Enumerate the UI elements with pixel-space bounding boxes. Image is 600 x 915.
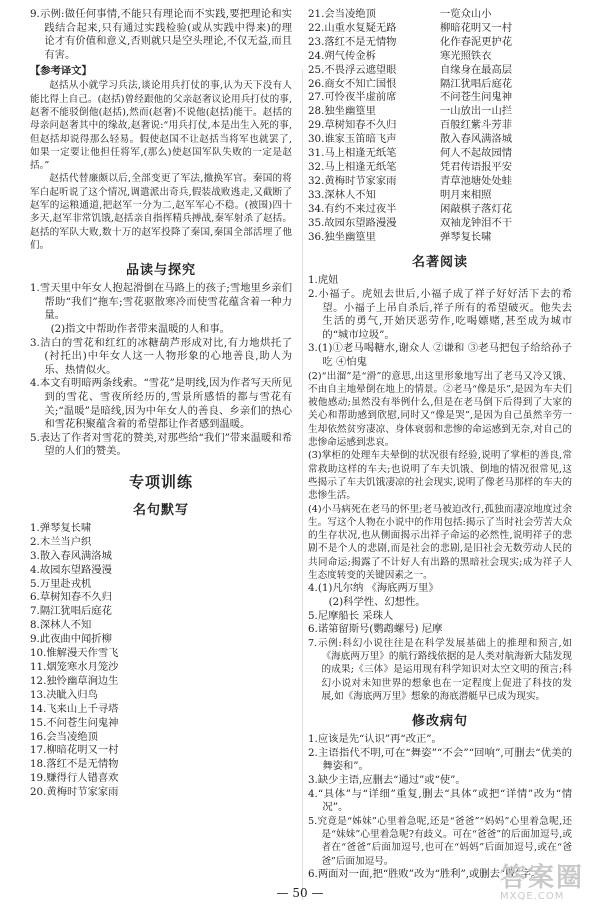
correction-answer-5: 5.究竟是“姊妹”心里着急呢,还是“爸爸”“妈妈”心里着急呢,还是“妹妹”心里着急呢?有歧义。可在“爸爸”的后面加逗号,或者在“爸爸”后面加逗号,也可在“妈妈”后面加逗号,或在“爸爸”后面加逗号。 <box>308 815 572 867</box>
verse-pair-first: 32.马上相逢无纸笔 <box>308 160 397 173</box>
classics-answer-3-2: (2)“出溜”是“滑”的意思,出这里形象地写出了老马又冷又饿、不由自主地晕倒在地上的情景。②老马“像是乐”,是因为车夫们被他感动;虽然没有举例什么,但是在老马倒下后得到了大家的关心和帮助感到欣慰,同时又“像是哭”,是因为自己虽然辛劳一生却依然贫穷凄凉、身体衰弱和悲惨的命运感到无奈,对自己的悲惨命运感到悲哀。 <box>308 370 572 449</box>
verse-pair-second: 百般红紫斗芳菲 <box>440 119 513 132</box>
verse-pair-second: 闲敲棋子落灯花 <box>440 202 513 215</box>
verse-list <box>30 522 292 800</box>
answer-item-9: 9.示例:做任何事情,不能只有理论而不实践,要把理论和实践结合起来,只有通过实践检验(或从实践中得来)的理论才有价值和意义,否则就只是空头理论,不仅无益,而且有害。 <box>30 8 292 61</box>
verse-pair-second: 不问苍生问鬼神 <box>440 91 513 104</box>
verse-pair-second: 寒光照铁衣 <box>440 49 492 62</box>
verse-item: 16.会当凌绝顶 <box>30 730 98 743</box>
verse-pair-second: 一览众山小 <box>440 8 492 20</box>
verse-pair-first: 30.谁家玉笛暗飞声 <box>308 133 397 146</box>
section-title-pindu: 品读与探究 <box>125 263 196 279</box>
verse-pair-second: 青草池塘处处蛙 <box>440 174 513 187</box>
watermark-text: 答案圈 <box>500 863 585 893</box>
verse-pair-first: 27.可怜夜半虚前席 <box>308 91 397 104</box>
verse-item: 7.隔江犹唱后庭花 <box>30 605 112 618</box>
classics-answer-3-1: 3.(1)①老马喝糖水,谢众人 ②谦和 ③老马把包子给给孙子吃 ④怕鬼 <box>308 342 572 368</box>
verse-pair-first: 31.马上相逢无纸笔 <box>308 147 397 160</box>
right-column <box>308 8 572 882</box>
verse-pair-second: 柳暗花明又一村 <box>440 21 513 34</box>
verse-pair-second: 散入春风满洛城 <box>440 133 513 146</box>
classics-answer-7: 7.示例:科幻小说往往是在科学发展基础上的推理和预言,如《海底两万里》的航行路线依据的是人类对航海新大陆发现的成果;《三体》是运用现有科学知识对太空文明的预言;科幻小说对未知世界的想象也在一定程度上促进了科技的发展,如《海底两万里》想象的海底潜艇早已成为现实。 <box>308 637 572 702</box>
verse-item: 13.决眦入归鸟 <box>30 688 98 701</box>
classics-answer-4-2: (2)科学性、幻想性。 <box>328 595 426 608</box>
section-title-special-training: 专项训练 <box>128 472 193 491</box>
verse-pair-first: 34.有约不来过夜半 <box>308 202 397 215</box>
verse-item: 2.木兰当户织 <box>30 535 92 548</box>
verse-pair-first: 25.不畏浮云遮望眼 <box>308 63 397 76</box>
verse-pair-second: 自缘身在最高层 <box>440 63 513 76</box>
verse-item: 8.深林人不知 <box>30 619 92 632</box>
verse-pair-second: 隔江犹唱后庭花 <box>440 77 513 90</box>
verse-item: 9.此夜曲中闻折柳 <box>30 633 112 646</box>
verse-item: 17.柳暗花明又一村 <box>30 744 119 757</box>
correction-answer-3: 3.缺少主语,应删去“通过”或“使”。 <box>308 773 466 786</box>
verse-item: 4.故园东望路漫漫 <box>30 563 112 576</box>
verse-pair-list <box>308 8 572 244</box>
classics-answer-3-4: (4)小马病死在老马的怀里;老马被迫改行,孤独而凄凉地度过余生。写这个人物在小说中的作用包括:揭示了当时社会劳苦大众的生存状况,也从侧面揭示出祥子命运的必然性,说明祥子的悲剧不是个人的悲剧,而是社会的悲剧,是旧社会无数劳动人民的共同命运;揭露了不计好人有出路的黑暗社会现实;成为祥子人生态度转变的关键因素之一。 <box>308 503 572 582</box>
verse-item: 18.落红不是无情物 <box>30 758 119 771</box>
correction-answer-6: 6.两面对一面,把“胜败”改为“胜利”,或删去“败”字。 <box>308 867 542 880</box>
verse-pair-first: 23.落红不是无情物 <box>308 35 397 48</box>
answer-q3: 3.洁白的雪花和红红的冰糖葫芦形成对比,有力地烘托了(衬托出)中年女人这一人物形象的心地善良,助人为乐、热情似火。 <box>30 336 292 376</box>
verse-pair-second: 弹琴复长啸 <box>440 230 492 243</box>
verse-item: 11.烟笼寒水月笼沙 <box>30 661 119 674</box>
classics-answer-6: 6.诺第留斯号(鹦鹉螺号) 尼摩 <box>308 623 443 636</box>
reference-translation-heading: 【参考译文】 <box>30 65 92 78</box>
verse-item: 10.惟解漫天作雪飞 <box>30 647 119 660</box>
classics-answer-4-1: 4.(1)凡尔纳 《海底两万里》 <box>308 582 439 595</box>
answer-q5: 5.表达了作者对雪花的赞美,对那些给“我们”带来温暖和希望的人们的赞美。 <box>30 431 292 458</box>
page-number: — 50 — <box>276 886 324 900</box>
section-title-verse-dictation: 名句默写 <box>132 502 189 518</box>
left-column <box>30 8 292 800</box>
correction-answer-2: 2.主语指代不明,可在“舞姿”“不会”“回响”,可删去“优美的舞姿和”。 <box>308 746 572 773</box>
verse-pair-second: 何人不起故园情 <box>440 147 513 160</box>
verse-pair-second: 明月来相照 <box>440 188 492 201</box>
section-title-sentence-correction: 修改病句 <box>411 714 468 730</box>
section-title-classics-reading: 名著阅读 <box>411 255 468 271</box>
page-number-value: 50 <box>292 886 308 900</box>
watermark-domain: MXQE.COM <box>500 891 565 902</box>
translation-paragraph-2: 赵括代替廉颇以后,全部变更了军法,撤换军官。秦国的将军白起听说了这个情况,调遣派出奇兵,假装战败逃走,又截断了赵军的运粮通道,把赵军一分为二,赵军军心不稳。(被围)四十多天,赵军非常饥饿,赵括亲自指挥精兵搏战,秦军射杀了赵括。赵括的军队大败,数十万的赵军投降了秦国,秦国全部活埋了他们。 <box>30 173 292 251</box>
verse-pair-first: 22.山重水复疑无路 <box>308 21 397 34</box>
verse-pair-first: 32.黄梅时节家家雨 <box>308 174 397 187</box>
answer-q1: 1.雪天里中年女人抱起滑倒在马路上的孩子;雪地里乡亲们帮助“我们”拖车;雪花驱散寒冷而使雪花蕴含着一种力量。 <box>30 282 292 322</box>
verse-item: 12.独怜幽草涧边生 <box>30 674 119 687</box>
verse-item: 5.万里赴戎机 <box>30 577 92 590</box>
verse-pair-first: 24.朔气传金柝 <box>308 49 376 62</box>
verse-pair-first: 35.故园东望路漫漫 <box>308 216 397 229</box>
verse-pair-second: 一山放出一山拦 <box>440 105 513 118</box>
verse-item: 19.赚得行人错喜欢 <box>30 772 119 785</box>
verse-pair-first: 36.独坐幽篁里 <box>308 230 376 243</box>
verse-pair-first: 33.深林人不知 <box>308 188 376 201</box>
verse-pair-second: 凭君传语报平安 <box>440 160 513 173</box>
verse-pair-second: 化作春泥更护花 <box>440 35 513 48</box>
verse-item: 14.飞来山上千寻塔 <box>30 702 119 715</box>
verse-item: 1.弹琴复长啸 <box>30 521 92 534</box>
verse-pair-first: 26.商女不知亡国恨 <box>308 77 397 90</box>
watermark-logo <box>500 865 592 907</box>
answer-q4: 4.本文有明暗两条线索。“雪花”是明线,因为作者写天所见到的雪花、雪夜所经历的,雪景所感悟的都与雪花有关;“温暖”是暗线,因为中年女人的善良、乡亲们的热心和雪花积聚蕴含着的希望都让作者感到温暖。 <box>30 377 292 431</box>
verse-pair-second: 双袖龙钟泪不干 <box>440 216 513 229</box>
verse-pair-first: 28.独坐幽篁里 <box>308 105 376 118</box>
classics-answer-3-3: (3)掌柜的处理车夫晕倒的状况很有经验,说明了掌柜的善良,常常救助这样的车夫;也说明了车夫饥饿、倒地的情况很常见,这些揭示了车夫饥饿凄凉的社会现实,说明了像老马那样的车夫的悲惨生活。 <box>308 450 572 502</box>
verse-item: 3.散入春风满洛城 <box>30 549 112 562</box>
verse-item: 15.不问苍生问鬼神 <box>30 716 119 729</box>
classics-answer-5: 5.尼摩船长 采珠人 <box>308 609 394 622</box>
verse-item: 6.草树知春不久归 <box>30 591 112 604</box>
classics-answer-2: 2.小福子。虎妞去世后,小福子成了祥子好好活下去的希望。小福子上吊自杀后,祥子所有的希望破灭。他失去生活的勇气,开始厌恶劳作,吃喝嫖赌,甚至成为城市的“城市垃圾”。 <box>308 288 572 341</box>
correction-answer-4: 4.“具体”与“详细”重复,删去“具体”或把“详情”改为“情况”。 <box>308 787 572 814</box>
classics-answer-1: 1.虎妞 <box>308 274 339 287</box>
translation-paragraph-1: 赵括从小就学习兵法,谈论用兵打仗的事,认为天下没有人能比得上自己。(赵括)曾经跟他的父亲赵奢议论用兵打仗的事,赵奢不能驳倒他(赵括),然而(赵奢)不说他(赵括)能干。赵括的母亲问赵奢其中的缘故,赵奢说:“用兵打仗,本是出生入死的事,但赵括却说得那么轻易。假使赵国不让赵括当将军也就罢了,如果一定要让他担任将军,(那么)使赵国军队失败的一定是赵括。” <box>30 80 292 172</box>
answer-q2: (2)指文中帮助作者带来温暖的人和事。 <box>50 323 230 336</box>
verse-pair-first: 29.草树知春不久归 <box>308 119 397 132</box>
verse-item: 20.黄梅时节家家雨 <box>30 786 119 799</box>
correction-answer-1: 1.应该是先“认识”再“改正”。 <box>308 733 442 746</box>
column-divider <box>302 70 303 900</box>
verse-pair-first: 21.会当凌绝顶 <box>308 8 376 20</box>
